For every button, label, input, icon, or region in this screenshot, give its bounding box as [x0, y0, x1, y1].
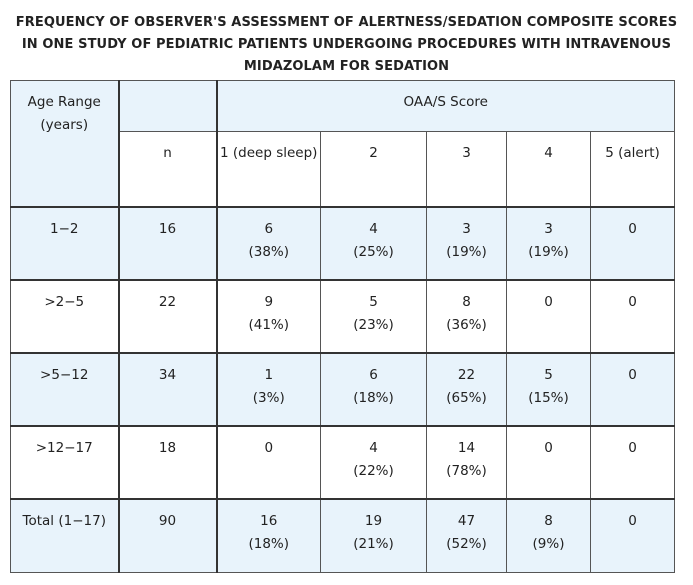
score-percent: (25%) — [353, 244, 394, 260]
score-count: 0 — [544, 294, 553, 310]
score-count: 8 — [544, 513, 553, 529]
score-cell — [507, 426, 591, 499]
score-col-header: 1 (deep sleep) — [217, 132, 321, 208]
score-cell — [591, 353, 675, 426]
oaas-score-header: OAA/S Score — [217, 81, 675, 132]
score-count: 6 — [369, 367, 378, 383]
score-percent: (65%) — [446, 390, 487, 406]
score-cell — [507, 280, 591, 353]
score-percent: (9%) — [532, 536, 565, 552]
score-count: 3 — [544, 221, 553, 237]
score-cell — [427, 207, 507, 280]
score-cell — [427, 280, 507, 353]
score-cell — [427, 353, 507, 426]
score-count: 1 — [264, 367, 274, 383]
score-cell — [321, 207, 427, 280]
score-cell — [427, 499, 507, 572]
score-count: 0 — [628, 221, 637, 237]
score-count: 0 — [628, 367, 637, 383]
score-percent: (41%) — [248, 317, 290, 333]
score-count: 16 — [260, 513, 278, 529]
score-percent: (3%) — [252, 390, 285, 406]
score-percent: (21%) — [353, 536, 394, 552]
score-cell — [591, 499, 675, 572]
score-count: 3 — [462, 221, 471, 237]
table-row — [11, 426, 675, 499]
age-range-cell: >5−12 — [11, 353, 119, 426]
score-count: 8 — [462, 294, 471, 310]
score-percent: (23%) — [353, 317, 394, 333]
score-cell — [507, 499, 591, 572]
score-count: 19 — [364, 513, 383, 529]
age-range-header: Age Range (years) — [11, 81, 119, 208]
score-count: 4 — [369, 221, 378, 237]
score-percent: (19%) — [528, 244, 569, 260]
table-row — [11, 280, 675, 353]
n-cell: 16 — [119, 207, 217, 280]
score-count: 0 — [544, 440, 553, 456]
age-range-cell: >2−5 — [11, 280, 119, 353]
score-cell — [507, 353, 591, 426]
score-cell — [217, 280, 321, 353]
score-count: 47 — [457, 513, 476, 529]
score-count: 0 — [628, 294, 637, 310]
score-cell — [321, 499, 427, 572]
score-percent: (19%) — [446, 244, 487, 260]
score-cell — [591, 280, 675, 353]
score-count: 0 — [264, 440, 274, 456]
score-count: 0 — [628, 440, 637, 456]
score-cell — [217, 353, 321, 426]
n-cell: 18 — [119, 426, 217, 499]
score-percent: (18%) — [248, 536, 290, 552]
score-percent: (78%) — [446, 463, 487, 479]
score-percent: (38%) — [248, 244, 290, 260]
table-row — [11, 207, 675, 280]
score-percent: (22%) — [353, 463, 394, 479]
n-cell: 90 — [119, 499, 217, 572]
score-percent: (52%) — [446, 536, 487, 552]
n-header: n — [119, 132, 217, 208]
age-range-cell: >12−17 — [11, 426, 119, 499]
score-cell — [321, 353, 427, 426]
score-col-header: 2 — [321, 132, 427, 208]
score-count: 4 — [369, 440, 378, 456]
score-cell — [507, 207, 591, 280]
score-cell — [217, 207, 321, 280]
table-row — [11, 353, 675, 426]
n-cell: 34 — [119, 353, 217, 426]
score-cell — [321, 280, 427, 353]
blank-header-cell — [119, 81, 217, 132]
score-cell — [591, 426, 675, 499]
score-percent: (15%) — [528, 390, 569, 406]
table-title: FREQUENCY OF OBSERVER'S ASSESSMENT OF ALERTNESS/SEDATION COMPOSITE SCORES IN ONE STUDY OF PEDIATRIC PATIENTS UNDERGOING PROCEDURES WITH INTRAVENOUS MIDAZOLAM FOR SEDATION — [15, 15, 678, 74]
oaas-score-table — [10, 80, 675, 573]
table-row — [11, 499, 675, 572]
score-count: 0 — [628, 513, 637, 529]
age-range-cell: 1−2 — [11, 207, 119, 280]
score-count: 14 — [457, 440, 476, 456]
score-col-header: 3 — [427, 132, 507, 208]
score-count: 9 — [264, 294, 274, 310]
score-cell — [321, 426, 427, 499]
score-count: 5 — [544, 367, 553, 383]
score-percent: (18%) — [353, 390, 394, 406]
score-cell — [217, 426, 321, 499]
n-cell: 22 — [119, 280, 217, 353]
score-count: 6 — [264, 221, 274, 237]
score-percent: (36%) — [446, 317, 487, 333]
score-col-header: 5 (alert) — [591, 132, 675, 208]
score-cell — [217, 499, 321, 572]
score-count: 22 — [457, 367, 476, 383]
score-count: 5 — [369, 294, 378, 310]
score-cell — [591, 207, 675, 280]
score-col-header: 4 — [507, 132, 591, 208]
age-range-cell: Total (1−17) — [11, 499, 119, 572]
score-cell — [427, 426, 507, 499]
